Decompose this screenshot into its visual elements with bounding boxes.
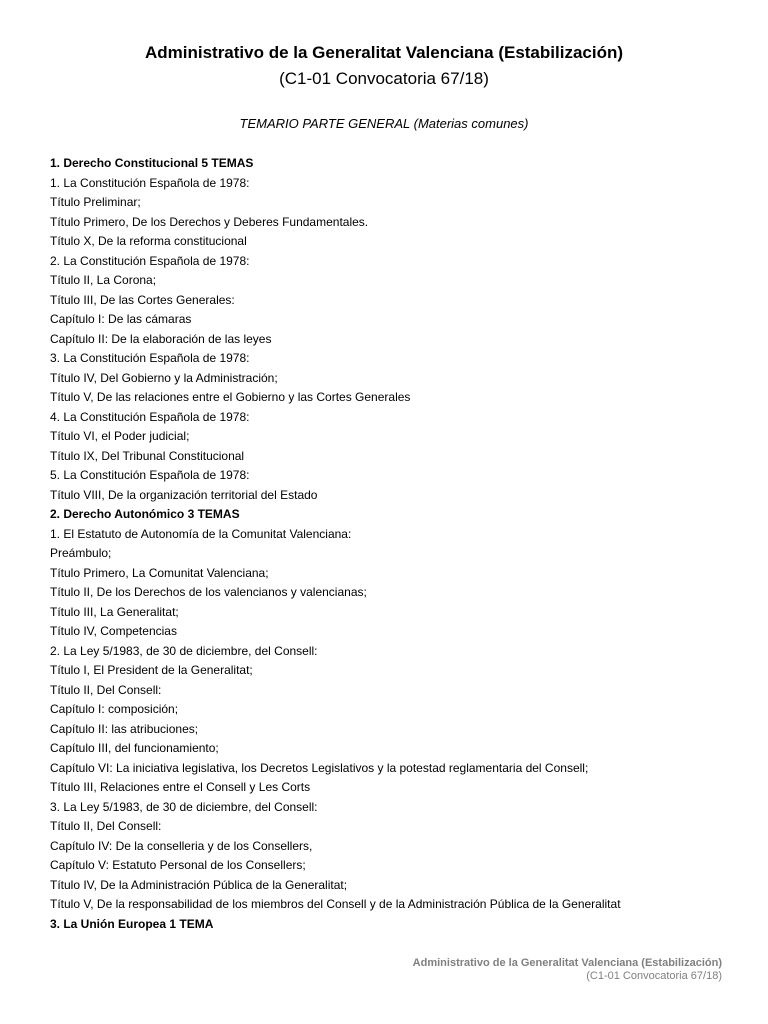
section-heading: 3. La Unión Europea 1 TEMA [50,916,214,931]
footer-subtitle: (C1-01 Convocatoria 67/18) [586,970,722,982]
syllabus-line: Título IV, Competencias [50,624,177,638]
syllabus-line: Título IV, Del Gobierno y la Administración; [50,370,278,385]
syllabus-line: Título Primero, La Comunitat Valenciana; [50,565,269,580]
syllabus-line: Título VI, el Poder judicial; [50,429,190,443]
syllabus-line: Capítulo VI: La iniciativa legislativa, los Decretos Legislativos y la potestad reglamentaria del Consell; [50,760,589,775]
syllabus-line: Título Primero, De los Derechos y Deberes Fundamentales. [50,214,369,229]
syllabus-line: 2. La Constitución Española de 1978: [50,253,250,268]
syllabus-line: 3. La Constitución Española de 1978: [50,351,250,365]
syllabus-line: Capítulo II: De la elaboración de las leyes [50,331,272,346]
syllabus-line: Capítulo I: composición; [50,702,179,716]
syllabus-line: Título X, De la reforma constitucional [50,234,247,248]
syllabus-line: Título V, De la responsabilidad de los miembros del Consell y de la Administración Pública de la Generalitat [50,897,621,911]
syllabus-line: Título III, La Generalitat; [50,604,179,619]
syllabus-list [50,154,750,934]
syllabus-line: Título Preliminar; [50,195,141,209]
section-heading: 2. Derecho Autonómico 3 TEMAS [50,507,240,521]
syllabus-line: Capítulo II: las atribuciones; [50,721,199,736]
syllabus-line: Capítulo IV: De la conselleria y de los Consellers, [50,838,313,853]
syllabus-line: Título II, Del Consell: [50,819,162,833]
syllabus-line: Capítulo V: Estatuto Personal de los Consellers; [50,858,306,872]
section-title: TEMARIO PARTE GENERAL (Materias comunes) [239,116,529,131]
syllabus-line: Título III, Relaciones entre el Consell y Les Corts [50,780,311,794]
syllabus-line: Título IX, Del Tribunal Constitucional [50,448,245,463]
document-subtitle: (C1-01 Convocatoria 67/18) [279,69,489,88]
syllabus-line: 5. La Constitución Española de 1978: [50,468,250,482]
syllabus-line: Título III, De las Cortes Generales: [50,292,235,307]
syllabus-line: 4. La Constitución Española de 1978: [50,409,250,424]
page-footer [413,957,722,983]
syllabus-line: Título II, La Corona; [50,273,157,287]
syllabus-line: Título II, Del Consell: [50,682,162,697]
document-title: Administrativo de la Generalitat Valenciana (Estabilización) [144,43,624,62]
syllabus-line: 1. El Estatuto de Autonomía de la Comunitat Valenciana: [50,526,352,541]
syllabus-line: Título VIII, De la organización territorial del Estado [50,487,318,502]
syllabus-line: Título II, De los Derechos de los valencianos y valencianas; [50,585,367,599]
footer-title: Administrativo de la Generalitat Valenciana (Estabilización) [412,957,722,969]
syllabus-line: 1. La Constitución Española de 1978: [50,175,250,190]
syllabus-line: 3. La Ley 5/1983, de 30 de diciembre, del Consell: [50,799,318,814]
syllabus-line: Título V, De las relaciones entre el Gobierno y las Cortes Generales [50,390,411,404]
syllabus-line: Título I, El President de la Generalitat; [50,663,253,677]
syllabus-line: 2. La Ley 5/1983, de 30 de diciembre, del Consell: [50,643,318,658]
syllabus-line: Preámbulo; [50,546,112,560]
syllabus-line: Capítulo III, del funcionamiento; [50,741,219,755]
section-heading: 1. Derecho Constitucional 5 TEMAS [50,156,254,170]
syllabus-line: Capítulo I: De las cámaras [50,312,192,326]
syllabus-line: Título IV, De la Administración Pública de la Generalitat; [50,877,348,892]
